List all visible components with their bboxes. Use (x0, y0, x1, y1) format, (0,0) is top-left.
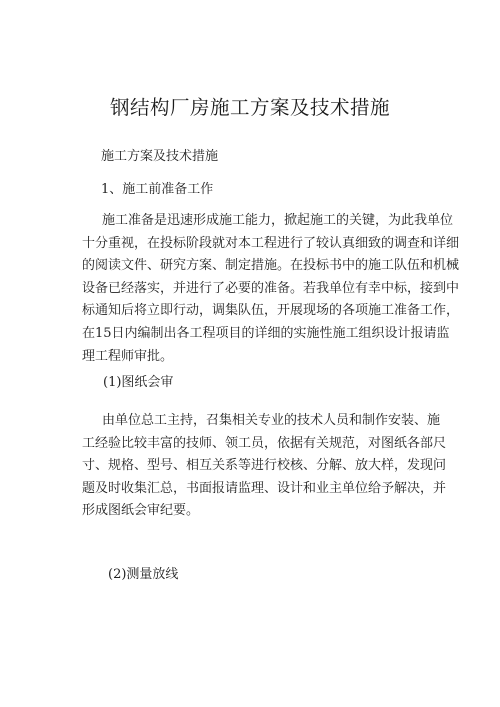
paragraph-1 (82, 210, 460, 368)
section-heading: 施工方案及技术措施 (101, 149, 219, 164)
paragraph-line: 在15日内编制出各工程项目的详细的实施性施工组织设计报请监 (82, 325, 450, 341)
paragraph-line: 形成图纸会审纪要。 (82, 503, 200, 519)
paragraph-line: 工经验比较丰富的技师、领工员，依据有关规范，对图纸各部尺 (82, 435, 447, 451)
paragraph-2 (82, 410, 447, 523)
paragraph-line: 十分重视，在投标阶段就对本工程进行了较认真细致的调查和详细 (82, 235, 460, 251)
paragraph-line: 标通知后将立即行动，调集队伍，开展现场的各项施工准备工作， (82, 303, 460, 319)
paragraph-line: 设备已经落实，并进行了必要的准备。若我单位有幸中标，接到中 (82, 280, 460, 296)
section-1-heading: 1、施工前准备工作 (101, 182, 214, 197)
paragraph-line: 寸、规格、型号、相互关系等进行校核、分解、放大样，发现问 (82, 458, 447, 474)
paragraph-line: 的阅读文件、研究方案、制定措施。在投标书中的施工队伍和机械 (82, 258, 460, 274)
paragraph-line: 理工程师审批。 (82, 348, 174, 364)
paragraph-line: 题及时收集汇总，书面报请监理、设计和业主单位给予解决，并 (82, 480, 447, 496)
subsection-1-heading: (1)图纸会审 (103, 375, 174, 390)
subsection-2-heading: (2)测量放线 (108, 567, 179, 582)
paragraph-line: 由单位总工主持，召集相关专业的技术人员和制作安装、施 (102, 413, 441, 428)
paragraph-line: 施工准备是迅速形成施工能力，掀起施工的关键，为此我单位 (102, 213, 454, 228)
document-title: 钢结构厂房施工方案及技术措施 (109, 96, 390, 119)
